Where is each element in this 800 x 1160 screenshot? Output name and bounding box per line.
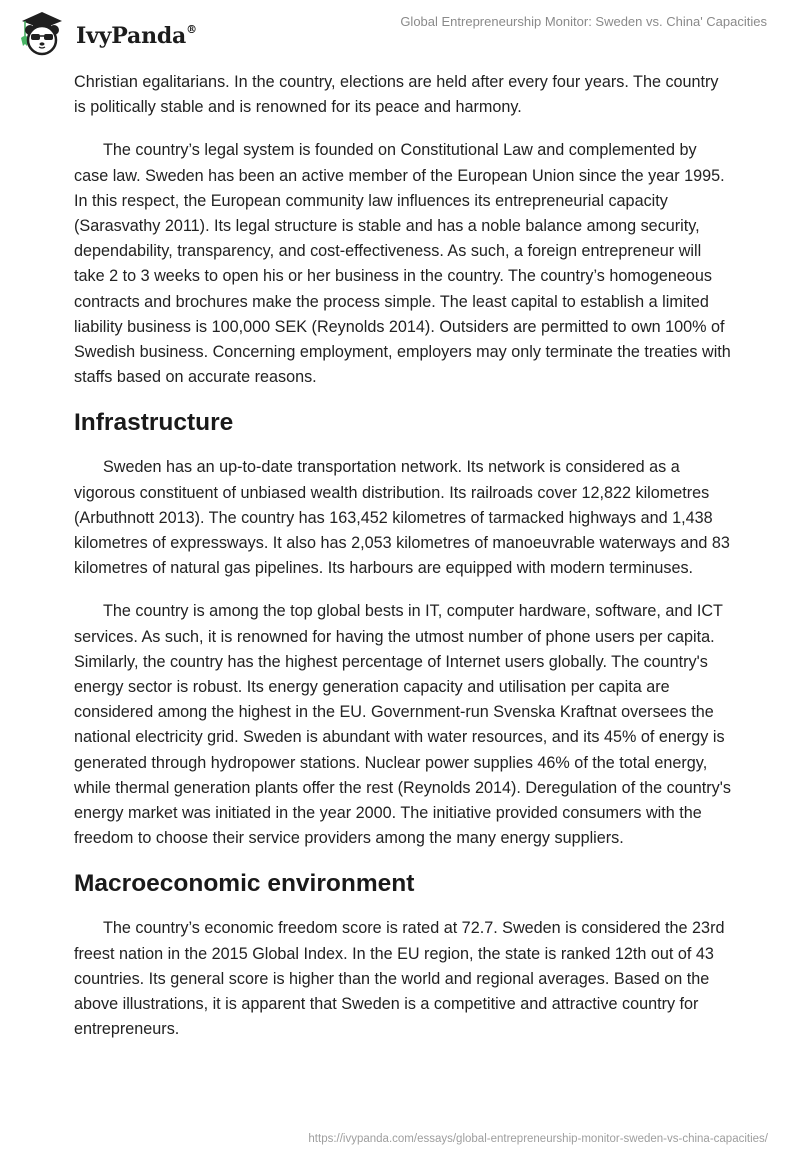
ivypanda-logo[interactable] bbox=[16, 8, 197, 56]
panda-graduate-icon bbox=[16, 8, 68, 56]
paragraph-transport: Sweden has an up-to-date transportation network. Its network is considered as a vigorous constituent of unbiased wealth distribution. Its railroads cover 12,822 kilometres (Arbuthnott 2013). The country has 163,452 kilometres of tarmacked highways and 1,438 kilometres of expressways. It also has 2,053 kilometres of manoeuvrable waterways and 83 kilometres of natural gas pipelines. Its harbours are equipped with modern terminuses. bbox=[74, 458, 730, 578]
essay-content bbox=[74, 70, 734, 1061]
paragraph-continued: Christian egalitarians. In the country, elections are held after every four years. The country is politically stable and is renowned for its peace and harmony. bbox=[74, 73, 719, 117]
document-title: Global Entrepreneurship Monitor: Sweden vs. China' Capacities bbox=[400, 14, 767, 29]
heading-macroeconomic: Macroeconomic environment bbox=[74, 870, 415, 898]
logo-text: IvyPanda® bbox=[76, 22, 197, 49]
heading-infrastructure: Infrastructure bbox=[74, 409, 234, 437]
source-url[interactable]: https://ivypanda.com/essays/global-entrepreneurship-monitor-sweden-vs-china-capacities/ bbox=[308, 1133, 768, 1145]
page-header bbox=[0, 0, 800, 60]
paragraph-economic-freedom: The country’s economic freedom score is rated at 72.7. Sweden is considered the 23rd freest nation in the 2015 Global Index. In the EU region, the state is ranked 12th out of 43 countries. Its general score is higher than the world and regional averages. Based on the above illustrations, it is apparent that Sweden is a competitive and attractive country for entrepreneurs. bbox=[74, 919, 725, 1039]
paragraph-ict-energy: The country is among the top global bests in IT, computer hardware, software, and ICT services. As such, it is renowned for having the utmost number of phone users per capita. Similarly, the country has the highest percentage of Internet users globally. The country's energy sector is robust. Its energy generation capacity and utilisation per capita are considered among the highest in the EU. Government-run Svenska Kraftnat oversees the national electricity grid. Sweden is abundant with water resources, and its 45% of energy is generated through hydropower stations. Nuclear power supplies 46% of the total energy, while thermal generation plants offer the rest (Reynolds 2014). Deregulation of the country's energy market was initiated in the year 2000. The initiative provided consumers with the freedom to choose their service providers among the many energy suppliers. bbox=[74, 602, 731, 848]
paragraph-legal-system: The country’s legal system is founded on Constitutional Law and complemented by case law. Sweden has been an active member of the European Union since the year 1995. In this respect, the European community law influences its entrepreneurial capacity (Sarasvathy 2011). Its legal structure is stable and has a noble balance among security, dependability, transparency, and cost-effectiveness. As such, a foreign entrepreneur will take 2 to 3 weeks to open his or her business in the country. The country’s homogeneous contracts and brochures make the process simple. The least capital to establish a limited liability business is 100,000 SEK (Reynolds 2014). Outsiders are permitted to own 100% of Swedish business. Concerning employment, employers may only terminate the treaties with staffs based on accurate reasons. bbox=[74, 141, 731, 387]
